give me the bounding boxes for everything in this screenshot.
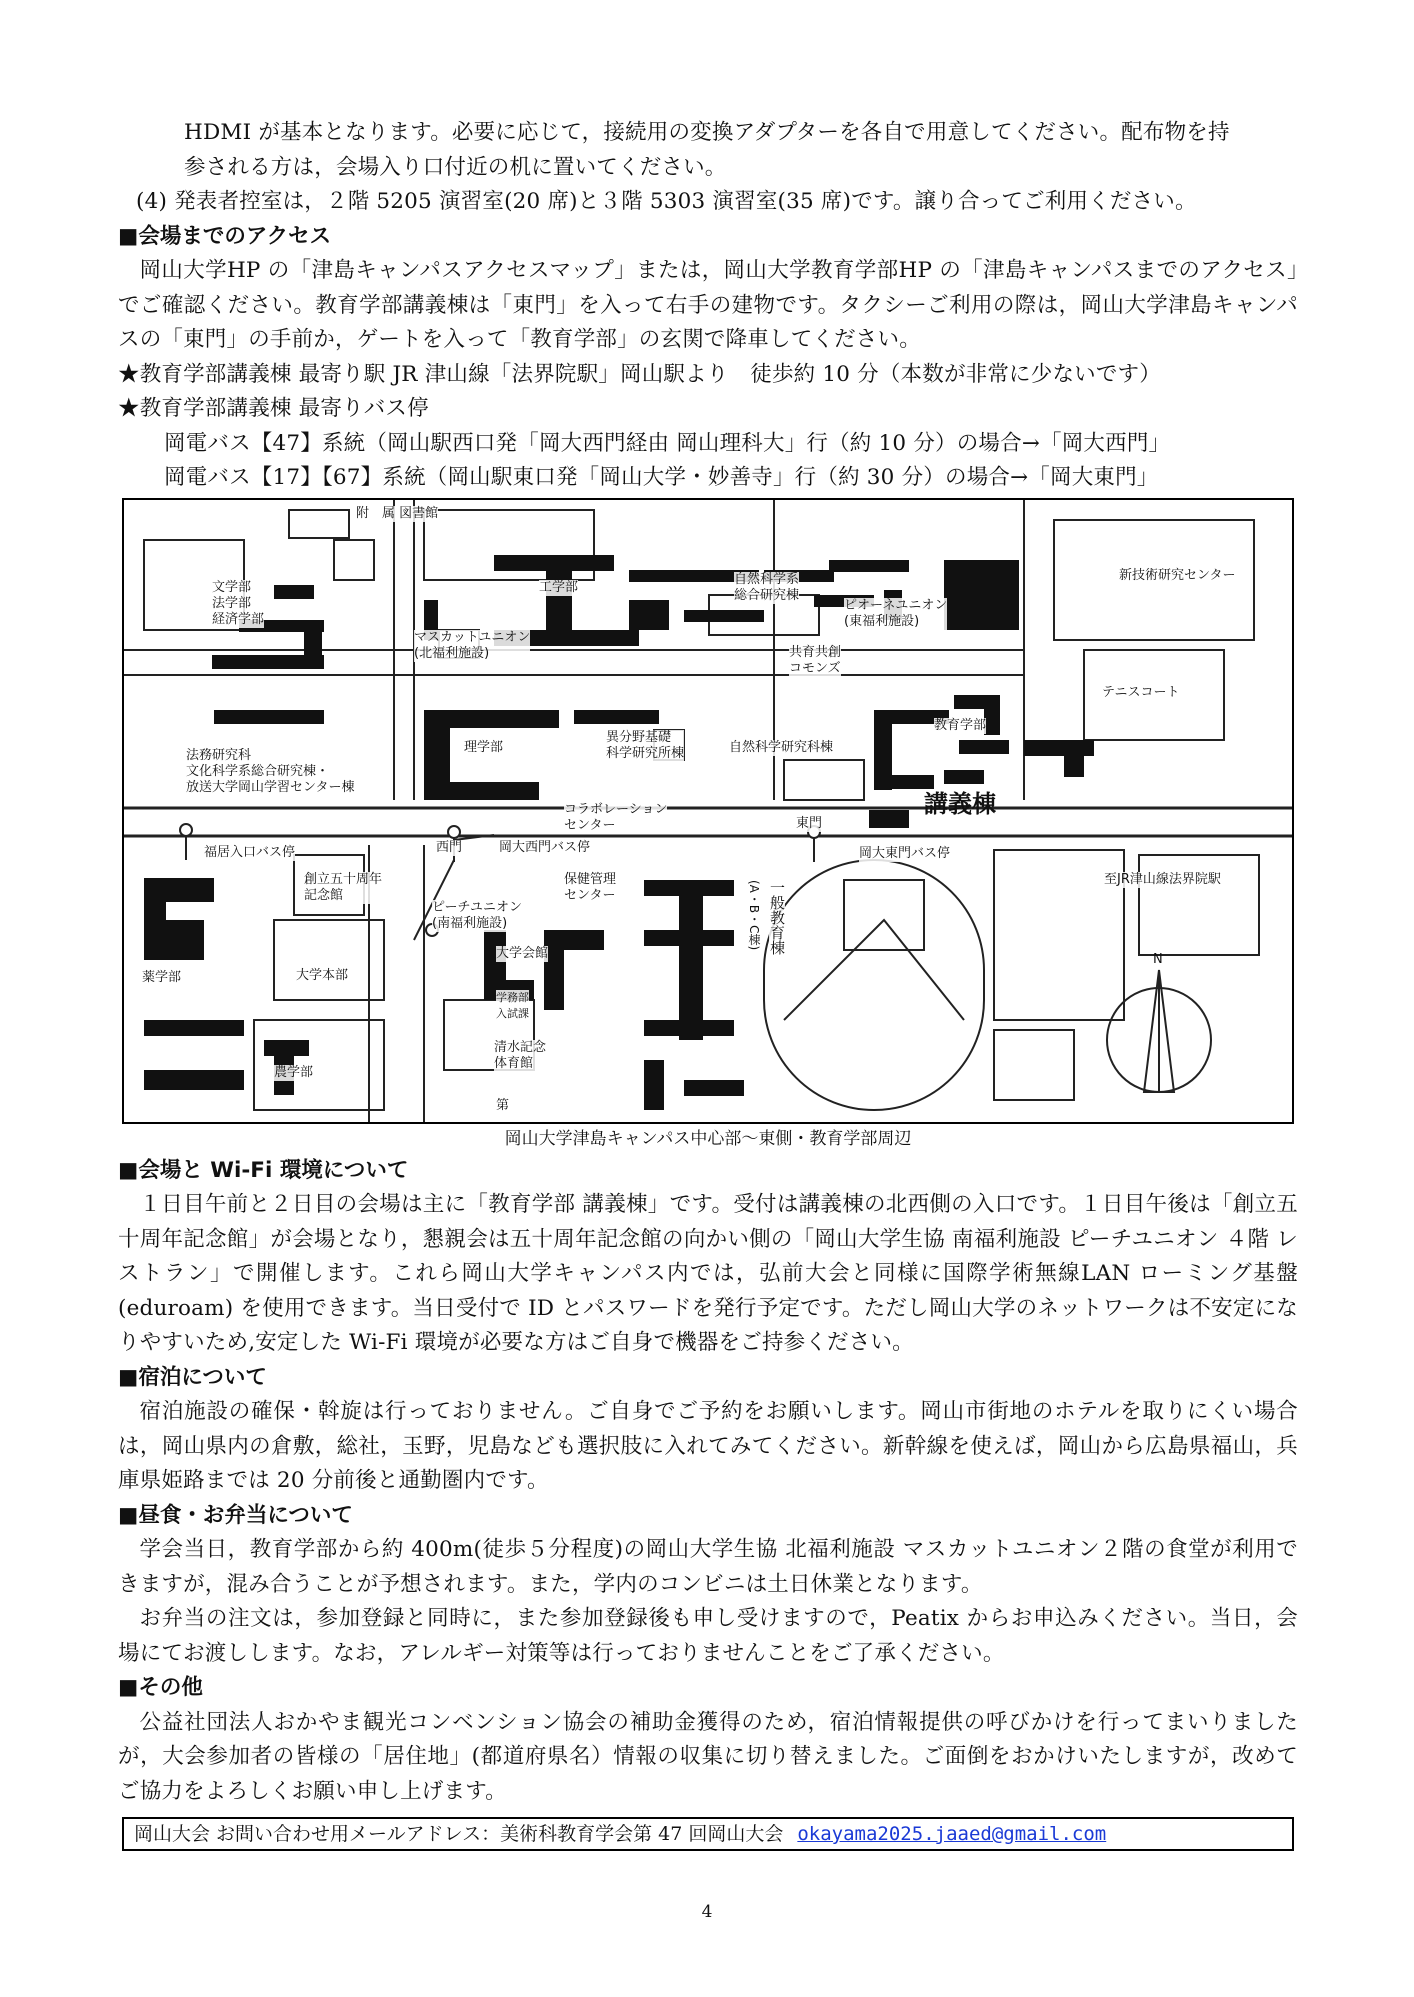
contact-label: 岡山大会 お問い合わせ用メールアドレス：美術科教育学会第 47 回岡山大会 [134, 1823, 784, 1845]
wifi-paragraph: １日目午前と２日目の会場は主に「教育学部 講義棟」です。受付は講義棟の北西側の入口です。１日目午後は「創立五十周年記念館」が会場となり，懇親会は五十周年記念館の向かい側の「岡山大学生協 南福利施設 ピーチユニオン ４階 レストラン」で開催します。これら岡山大学キャンパス内では，弘前大会と同様に国際学術無線LAN ローミング基盤 (eduroam) を使用できます。当日受付で ID とパスワードを発行予定です。ただし岡山大学のネットワークは不安定になりやすいため,安定した Wi-Fi 環境が必要な方はご自身で機器をご持参ください。 [118, 1192, 1298, 1355]
lodging-heading: ■宿泊について [118, 1364, 267, 1390]
page-number: 4 [701, 1902, 713, 1922]
map-label-admin: 大学本部 [296, 967, 349, 983]
map-label-interdisciplinary: 異分野基礎 科学研究所棟 [606, 729, 685, 761]
contact-box [122, 1817, 1294, 1851]
map-label-piorne-union: ピオーネユニオン (東福利施設) [844, 597, 948, 629]
intro-line-2: 参される方は，会場入り口付近の机に置いてください。 [184, 154, 727, 180]
map-label-fukui-bus: 福居入口バス停 [204, 844, 296, 860]
map-label-west-gate-bus: 岡大西門バス停 [499, 839, 591, 855]
campus-map [122, 498, 1294, 1124]
map-label-tennis-court: テニスコート [1102, 684, 1180, 700]
access-heading: ■会場までのアクセス [118, 223, 332, 249]
map-label-peach-union: ピーチユニオン (南福利施設) [432, 899, 522, 931]
lodging-paragraph: 宿泊施設の確保・斡旋は行っておりません。ご自身でご予約をお願いします。岡山市街地のホテルを取りにくい場合は，岡山県内の倉敷，総社，玉野，児島なども選択肢に入れてみてください。新幹線を使えば，岡山から広島県福山，兵庫県姫路までは 20 分前後と通勤圏内です。 [118, 1399, 1298, 1493]
lunch-paragraph-1: 学会当日，教育学部から約 400m(徒歩５分程度)の岡山大学生協 北福利施設 マスカットユニオン２階の食堂が利用できますが，混み合うことが予想されます。また，学内のコンビニは土日休業となります。 [118, 1537, 1298, 1597]
bus-line-1: 岡電バス【47】系統（岡山駅西口発「岡大西門経由 岡山理科大」行（約 10 分）の場合→「岡大西門」 [164, 430, 1171, 456]
map-label-shimizu-gym: 清水記念 体育館 [494, 1039, 547, 1071]
bus-line-2: 岡電バス【17】【67】系統（岡山駅東口発「岡山大学・妙善寺」行（約 30 分）の場合→「岡大東門」 [164, 465, 1159, 490]
map-label-library: 附 属 図書館 [356, 505, 439, 521]
map-label-engineering: 工学部 [539, 579, 579, 595]
map-label-education: 教育学部 [934, 717, 987, 733]
campus-map-drawing [124, 500, 1292, 1122]
intro-line-3: (4) 発表者控室は，２階 5205 演習室(20 席)と３階 5303 演習室(35 席)です。譲り合ってご利用ください。 [136, 189, 1197, 214]
map-label-muscat-union: マスカットユニオン (北福利施設) [414, 629, 531, 661]
map-label-health-center: 保健管理 センター [564, 871, 617, 903]
map-label-newtech: 新技術研究センター [1119, 567, 1236, 583]
contact-email-link[interactable]: okayama2025.jaaed@gmail.com [797, 1823, 1107, 1845]
map-label-general-ed-sub: (A・B・C棟) [747, 879, 761, 950]
map-label-memorial-hall: 創立五十周年 記念館 [304, 871, 383, 903]
map-label-jr-station: 至JR津山線法界院駅 [1104, 871, 1221, 887]
map-label-natsci-lab: 自然科学研究科棟 [729, 739, 834, 755]
map-label-collaboration-center: コラボレーション センター [564, 801, 668, 833]
other-heading: ■その他 [118, 1675, 203, 1700]
map-label-university-hall: 大学会館 [496, 945, 549, 961]
map-label-law-grad: 法務研究科 文化科学系総合研究棟・ 放送大学岡山学習センター棟 [186, 747, 355, 795]
station-line: ★教育学部講義棟 最寄り駅 JR 津山線「法界院駅」岡山駅より 徒歩約 10 分（本数が非常に少ないです） [118, 361, 1161, 387]
map-label-humanities: 文学部 法学部 経済学部 [212, 579, 265, 627]
map-label-general-ed: 一般教育棟 [768, 879, 786, 955]
map-label-science: 理学部 [464, 739, 504, 755]
lunch-paragraph-2: お弁当の注文は，参加登録と同時に，また参加登録後も申し受けますので，Peatix からお申込みください。当日，会場にてお渡しします。なお，アレルギー対策等は行っておりませんことをご了承ください。 [118, 1606, 1298, 1666]
map-label-dai: 第 [496, 1097, 510, 1113]
map-label-north: N [1153, 951, 1163, 967]
map-label-east-gate: 東門 [796, 815, 823, 831]
page-content [118, 116, 1298, 1851]
map-caption: 岡山大学津島キャンパス中心部～東側・教育学部周辺 [504, 1128, 912, 1149]
map-label-pharmacy: 薬学部 [142, 969, 182, 985]
map-label-commons: 共育共創 コモンズ [789, 644, 842, 676]
wifi-heading: ■会場と Wi-Fi 環境について [118, 1157, 409, 1183]
lunch-heading: ■昼食・お弁当について [118, 1502, 353, 1528]
bus-heading: ★教育学部講義棟 最寄りバス停 [118, 396, 429, 421]
map-label-lecture-hall: 講義棟 [924, 789, 996, 818]
access-paragraph: 岡山大学HP の「津島キャンパスアクセスマップ」または，岡山大学教育学部HP の「津島キャンパスまでのアクセス」でご確認ください。教育学部講義棟は「東門」を入って右手の建物です。タクシーご利用の際は，岡山大学津島キャンパスの「東門」の手前か，ゲートを入って「教育学部」の玄関で降車してください。 [118, 258, 1298, 352]
map-label-agriculture: 農学部 [274, 1064, 314, 1080]
other-paragraph: 公益社団法人おかやま観光コンベンション協会の補助金獲得のため，宿泊情報提供の呼びかけを行ってまいりましたが，大会参加者の皆様の「居住地」(都道府県名）情報の収集に切り替えました。ご面倒をおかけいたしますが，改めてご協力をよろしくお願い申し上げます。 [118, 1709, 1298, 1804]
intro-line-1: HDMI が基本となります。必要に応じて，接続用の変換アダプターを各自で用意してください。配布物を持 [184, 120, 1230, 145]
map-label-east-gate-bus: 岡大東門バス停 [859, 845, 951, 861]
map-label-natsci-grad: 自然科学系 総合研究棟 [734, 571, 800, 603]
map-label-west-gate: 西門 [436, 839, 463, 855]
map-label-admission: 学務部 入試課 [496, 990, 529, 1020]
